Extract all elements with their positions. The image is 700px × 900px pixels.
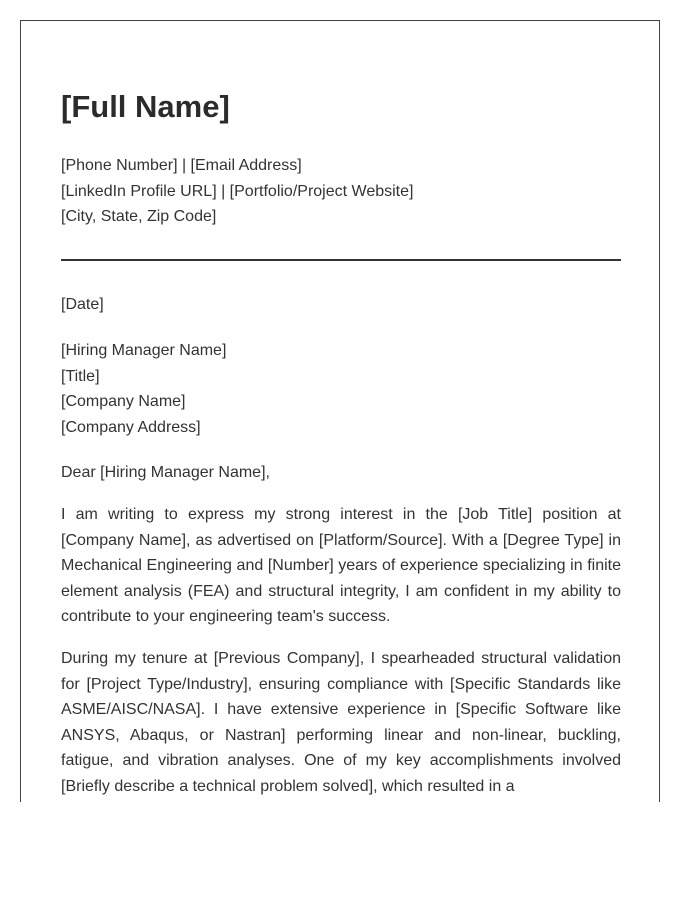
recipient-address: [Company Address] — [61, 418, 201, 436]
letter-body — [61, 502, 621, 802]
recipient-title: [Title] — [61, 367, 100, 385]
letter-page — [20, 20, 660, 802]
contact-block — [61, 153, 621, 230]
letter-date: [Date] — [61, 296, 104, 313]
recipient-name: [Hiring Manager Name] — [61, 342, 227, 359]
body-paragraph-intro: I am writing to express my strong interest in the [Job Title] position at [Company Name], as advertised on [Platform/Source]. With a [Degree Type] in Mechanical Engineering and [Number] years of experience specializing in finite element analysis (FEA) and structural integrity, I am confident in my ability to contribute to your engineering team's success. — [61, 506, 621, 626]
recipient-company: [Company Name] — [61, 393, 186, 411]
contact-line-phone-email: [Phone Number] | [Email Address] — [61, 157, 302, 174]
contact-line-address: [City, State, Zip Code] — [61, 208, 217, 226]
salutation: Dear [Hiring Manager Name], — [61, 464, 270, 481]
full-name-heading: [Full Name] — [61, 89, 230, 124]
recipient-block — [61, 338, 621, 440]
header-divider — [61, 259, 621, 261]
contact-line-linkedin-portfolio: [LinkedIn Profile URL] | [Portfolio/Project Website] — [61, 182, 414, 200]
body-paragraph-experience: During my tenure at [Previous Company], I spearheaded structural validation for [Project Type/Industry], ensuring compliance with [Specific Standards like ASME/AISC/NASA]. I have extensive experience in [Specific Software like ANSYS, Abaqus, or Nastran] performing linear and non-linear, buckling, fatigue, and vibration analyses. One of my key accomplishments involved [Briefly describe a technical problem solved], which resulted in a — [61, 649, 621, 795]
